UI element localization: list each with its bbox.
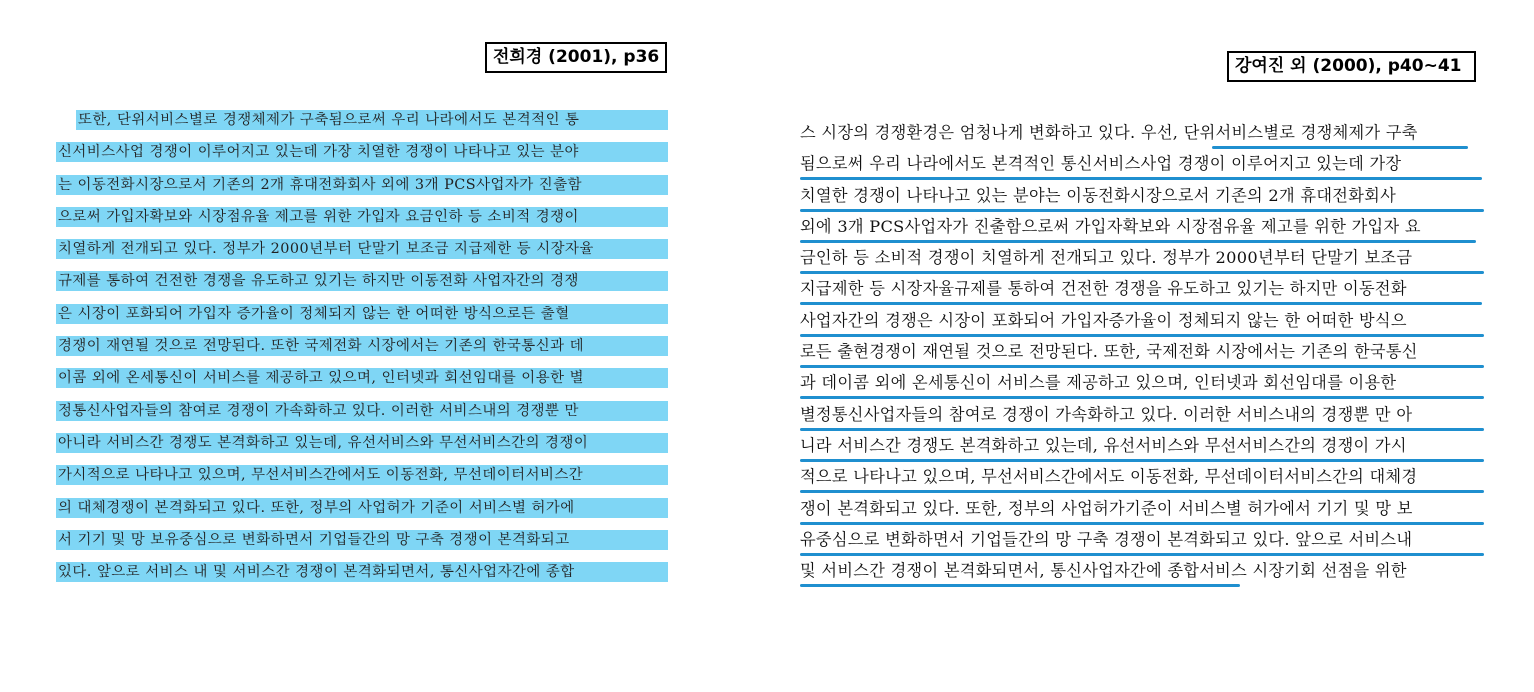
highlighted-text: 는 이동전화시장으로서 기존의 2개 휴대전화회사 외에 3개 PCS사업자가 진출함	[56, 175, 668, 195]
text-line	[800, 340, 1484, 371]
blue-underline	[800, 490, 1484, 493]
line-text: 니라 서비스간 경쟁도 본격화하고 있는데, 유선서비스와 무선서비스간의 경쟁이 가시	[800, 435, 1407, 455]
line-text: 유중심으로 변화하면서 기업들간의 망 구축 경쟁이 본격화되고 있다. 앞으로 서비스내	[800, 529, 1413, 549]
line-text: 치열한 경쟁이 나타나고 있는 분야는 이동전화시장으로서 기존의 2개 휴대전화회사	[800, 185, 1397, 205]
blue-underline	[1212, 146, 1468, 149]
highlighted-text: 있다. 앞으로 서비스 내 및 서비스간 경쟁이 본격화되면서, 통신사업자간에 종합	[56, 562, 668, 582]
line-text: 과 데이콤 외에 온세통신이 서비스를 제공하고 있으며, 인터넷과 회선임대를 이용한	[800, 373, 1397, 393]
text-line	[56, 530, 668, 562]
highlighted-text: 치열하게 전개되고 있다. 정부가 2000년부터 단말기 보조금 지급제한 등 시장자율	[56, 239, 668, 259]
blue-underline	[800, 334, 1484, 337]
highlighted-text: 은 시장이 포화되어 가입자 증가율이 정체되지 않는 한 어떠한 방식으로든 출혈	[56, 304, 668, 324]
text-line	[56, 175, 668, 207]
line-text: 금인하 등 소비적 경쟁이 치열하게 전개되고 있다. 정부가 2000년부터 단말기 보조금	[800, 248, 1413, 268]
blue-underline	[800, 553, 1484, 556]
blue-underline	[800, 522, 1484, 525]
text-line	[56, 336, 668, 368]
blue-underline	[800, 209, 1484, 212]
highlighted-text: 서 기기 및 망 보유중심으로 변화하면서 기업들간의 망 구축 경쟁이 본격화되고	[56, 530, 668, 550]
line-text: 지급제한 등 시장자율규제를 통하여 건전한 경쟁을 유도하고 있기는 하지만 이동전화	[800, 279, 1407, 299]
text-line	[800, 371, 1484, 402]
highlighted-text: 또한, 단위서비스별로 경쟁체제가 구축됨으로써 우리 나라에서도 본격적인 통	[76, 110, 668, 130]
highlighted-text: 이콤 외에 온세통신이 서비스를 제공하고 있으며, 인터넷과 회선임대를 이용한 별	[56, 368, 668, 388]
text-line	[56, 207, 668, 239]
highlighted-text: 정통신사업자들의 참여로 경쟁이 가속화하고 있다. 이러한 서비스내의 경쟁뿐 만	[56, 401, 668, 421]
blue-underline	[800, 302, 1482, 305]
source-label-right: 강여진 외 (2000), p40~41	[1227, 51, 1476, 82]
left-highlighted-text-panel	[56, 110, 668, 594]
text-line	[56, 401, 668, 433]
text-line	[56, 142, 668, 174]
text-line	[800, 528, 1484, 559]
highlighted-text: 경쟁이 재연될 것으로 전망된다. 또한 국제전화 시장에서는 기존의 한국통신과 데	[56, 336, 668, 356]
text-line	[56, 304, 668, 336]
text-line	[56, 498, 668, 530]
line-text: 로든 출현경쟁이 재연될 것으로 전망된다. 또한, 국제전화 시장에서는 기존의 한국통신	[800, 342, 1418, 362]
blue-underline	[800, 396, 1484, 399]
highlighted-text: 으로써 가입자확보와 시장점유율 제고를 위한 가입자 요금인하 등 소비적 경쟁이	[56, 207, 668, 227]
source-label-left: 전희경 (2001), p36	[485, 42, 667, 73]
text-line	[56, 562, 668, 594]
line-text: 스 시장의 경쟁환경은 엄청나게 변화하고 있다. 우선, 단위서비스별로 경쟁체제가 구축	[800, 123, 1418, 142]
text-line	[800, 309, 1484, 340]
line-text: 및 서비스간 경쟁이 본격화되면서, 통신사업자간에 종합서비스 시장기회 선점을 위한	[800, 561, 1407, 581]
highlighted-text: 가시적으로 나타나고 있으며, 무선서비스간에서도 이동전화, 무선데이터서비스간	[56, 465, 668, 485]
blue-underline	[800, 365, 1484, 368]
text-line	[56, 110, 668, 142]
blue-underline	[800, 428, 1484, 431]
blue-underline	[800, 271, 1484, 274]
text-line	[800, 277, 1484, 308]
highlighted-text: 신서비스사업 경쟁이 이루어지고 있는데 가장 치열한 경쟁이 나타나고 있는 분야	[56, 142, 668, 162]
text-line	[800, 184, 1484, 215]
text-line	[800, 465, 1484, 496]
blue-underline	[800, 584, 1240, 587]
highlighted-text: 의 대체경쟁이 본격화되고 있다. 또한, 정부의 사업허가 기준이 서비스별 허가에	[56, 498, 668, 518]
line-text: 적으로 나타나고 있으며, 무선서비스간에서도 이동전화, 무선데이터서비스간의 대체경	[800, 467, 1418, 487]
right-underlined-text-panel	[800, 121, 1484, 590]
text-line	[56, 271, 668, 303]
blue-underline	[800, 459, 1484, 462]
text-line	[800, 215, 1484, 246]
text-line	[800, 121, 1484, 152]
text-line	[56, 368, 668, 400]
text-line	[56, 239, 668, 271]
highlighted-text: 아니라 서비스간 경쟁도 본격화하고 있는데, 유선서비스와 무선서비스간의 경쟁이	[56, 433, 668, 453]
text-line	[800, 434, 1484, 465]
blue-underline	[800, 240, 1476, 243]
text-line	[56, 465, 668, 497]
text-line	[800, 497, 1484, 528]
text-line	[800, 152, 1484, 183]
text-line	[800, 559, 1484, 590]
highlighted-text: 규제를 통하여 건전한 경쟁을 유도하고 있기는 하지만 이동전화 사업자간의 경쟁	[56, 271, 668, 291]
text-line	[800, 246, 1484, 277]
text-line	[800, 403, 1484, 434]
text-line	[56, 433, 668, 465]
line-text: 사업자간의 경쟁은 시장이 포화되어 가입자증가율이 정체되지 않는 한 어떠한 방식으	[800, 310, 1407, 330]
blue-underline	[800, 177, 1482, 180]
line-text: 외에 3개 PCS사업자가 진출함으로써 가입자확보와 시장점유율 제고를 위한 가입자 요	[800, 216, 1421, 236]
line-text: 별정통신사업자들의 참여로 경쟁이 가속화하고 있다. 이러한 서비스내의 경쟁뿐 만 아	[800, 404, 1413, 424]
line-text: 쟁이 본격화되고 있다. 또한, 정부의 사업허가기준이 서비스별 허가에서 기기 및 망 보	[800, 498, 1413, 518]
line-text: 됨으로써 우리 나라에서도 본격적인 통신서비스사업 경쟁이 이루어지고 있는데 가장	[800, 154, 1402, 174]
